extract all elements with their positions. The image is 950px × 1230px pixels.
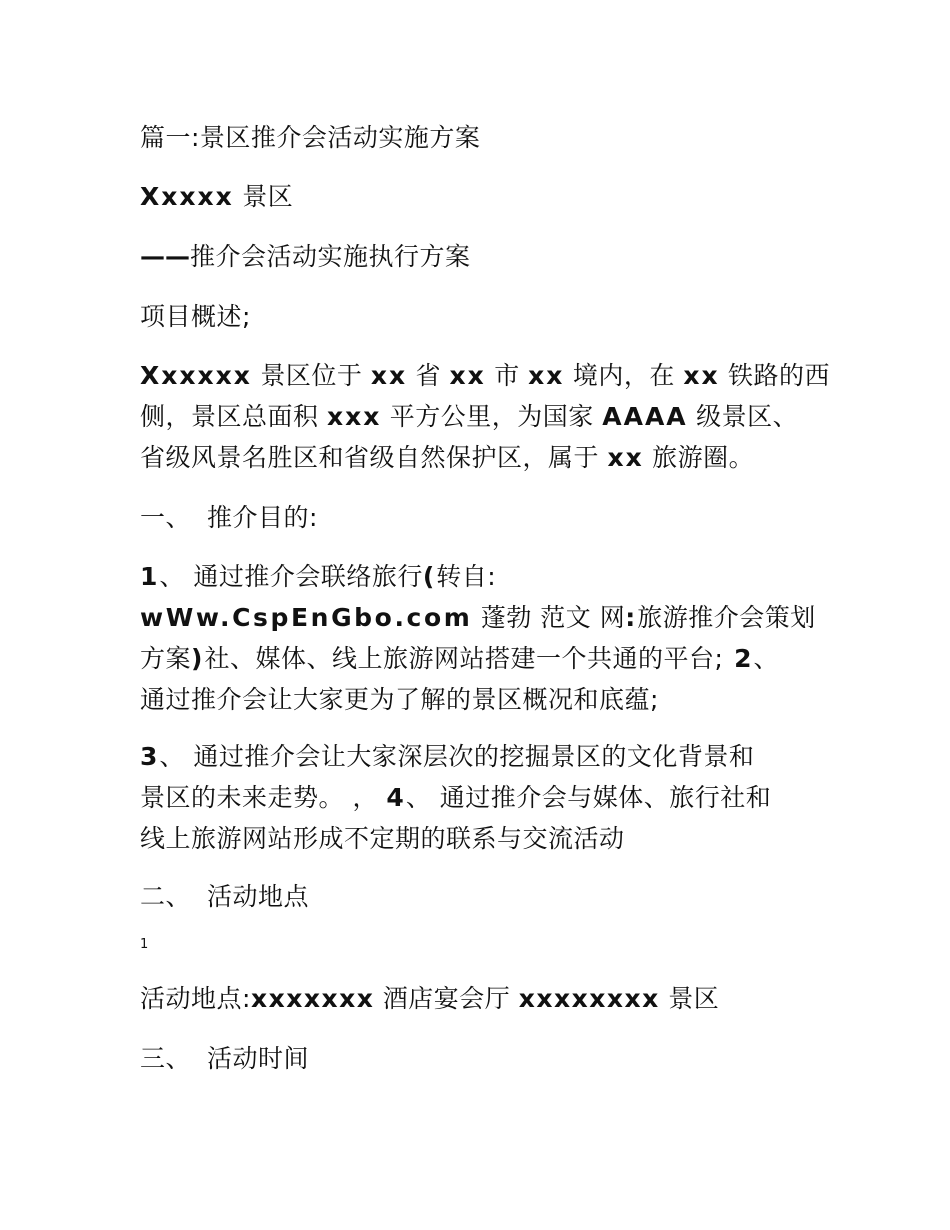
section-heading-1 xyxy=(140,497,318,538)
purpose-text: 景区的未来走势。 ， xyxy=(140,783,387,812)
page-number: 1 xyxy=(140,937,149,952)
purpose-3-line-1 xyxy=(140,736,754,777)
intro-seg: 旅游圈。 xyxy=(643,443,755,472)
intro-seg: 景区位于 xyxy=(251,361,371,390)
intro-seg: 市 xyxy=(485,361,529,390)
intro-seg: 级景区、 xyxy=(687,402,799,431)
intro-seg: xx xyxy=(528,361,565,390)
hotel-code: xxxxxxx xyxy=(250,984,375,1013)
purpose-3-line-2 xyxy=(140,777,771,818)
purpose-text: 线上旅游网站形成不定期的联系与交流活动 xyxy=(140,824,625,853)
intro-seg: 省 xyxy=(407,361,450,390)
overview-heading xyxy=(140,296,251,337)
hotel-text: 酒店宴会厅 xyxy=(374,984,519,1013)
intro-seg: 平方公里，为国家 xyxy=(381,402,603,431)
purpose-1-line-1 xyxy=(140,556,496,597)
document-title xyxy=(140,117,480,158)
intro-seg: AAAA xyxy=(602,402,688,431)
venue-line xyxy=(140,978,719,1019)
purpose-text: 社、媒体、线上旅游网站搭建一个共通的平台; xyxy=(204,644,724,673)
section-label: 推介目的: xyxy=(207,503,318,532)
section-heading-3 xyxy=(140,1038,309,1079)
item-number: 4 xyxy=(386,783,406,812)
overview-heading-text: 项目概述; xyxy=(140,302,251,331)
purpose-text: 转自: xyxy=(436,562,497,591)
paren-open: ( xyxy=(422,562,437,591)
section-number: 一、 xyxy=(140,503,192,532)
purpose-text: 、 xyxy=(753,644,780,673)
intro-seg: xx xyxy=(370,361,408,390)
purpose-text: 、 通过推介会与媒体、旅行社和 xyxy=(405,783,772,812)
intro-seg: 铁路的西 xyxy=(719,361,831,390)
intro-seg: xx xyxy=(607,443,644,472)
item-number: 1 xyxy=(140,562,160,591)
scenic-code: xxxxxxxx xyxy=(518,984,660,1013)
subtitle-plan xyxy=(140,236,471,277)
plan-subtitle-text: 推介会活动实施执行方案 xyxy=(190,242,471,271)
title-text: 篇一:景区推介会活动实施方案 xyxy=(140,123,481,152)
subtitle-scenic-name xyxy=(140,176,293,217)
section-number: 三、 xyxy=(140,1044,192,1073)
scenic-name-placeholder: Xxxxx xyxy=(140,182,234,211)
purpose-text: 通过推介会让大家更为了解的景区概况和底蕴; xyxy=(140,685,659,714)
em-dash: —— xyxy=(140,242,190,271)
intro-seg: Xxxxxx xyxy=(140,361,252,390)
item-number: 3 xyxy=(140,742,160,771)
section-number: 二、 xyxy=(140,882,192,911)
intro-line-2 xyxy=(140,396,798,437)
purpose-text: 、 通过推介会让大家深层次的挖掘景区的文化背景和 xyxy=(159,742,755,771)
section-label: 活动时间 xyxy=(207,1044,310,1073)
purpose-1-line-3 xyxy=(140,638,779,679)
section-heading-2 xyxy=(140,876,309,917)
venue-label: 活动地点: xyxy=(140,984,251,1013)
purpose-text: 方案 xyxy=(140,644,192,673)
intro-seg: xx xyxy=(449,361,486,390)
intro-seg: 省级风景名胜区和省级自然保护区，属于 xyxy=(140,443,608,472)
source-title: 旅游推介会策划 xyxy=(637,603,816,632)
colon: : xyxy=(625,603,638,632)
paren-close: ) xyxy=(191,644,205,673)
item-number: 2 xyxy=(723,644,754,673)
purpose-1-line-2 xyxy=(140,597,816,638)
intro-line-3 xyxy=(140,437,754,478)
source-url: wWw.CspEnGbo.com xyxy=(140,603,473,632)
intro-seg: 境内，在 xyxy=(564,361,684,390)
scenic-suffix: 景区 xyxy=(233,182,294,211)
source-site: 蓬勃 范文 网 xyxy=(472,603,626,632)
intro-seg: xx xyxy=(683,361,720,390)
intro-seg: 侧，景区总面积 xyxy=(140,402,327,431)
section-label: 活动地点 xyxy=(207,882,310,911)
intro-seg: xxx xyxy=(326,402,382,431)
purpose-text: 、 通过推介会联络旅行 xyxy=(159,562,423,591)
purpose-2-line xyxy=(140,679,659,720)
purpose-3-line-3 xyxy=(140,818,625,859)
scenic-text: 景区 xyxy=(659,984,720,1013)
intro-line-1 xyxy=(140,355,830,396)
